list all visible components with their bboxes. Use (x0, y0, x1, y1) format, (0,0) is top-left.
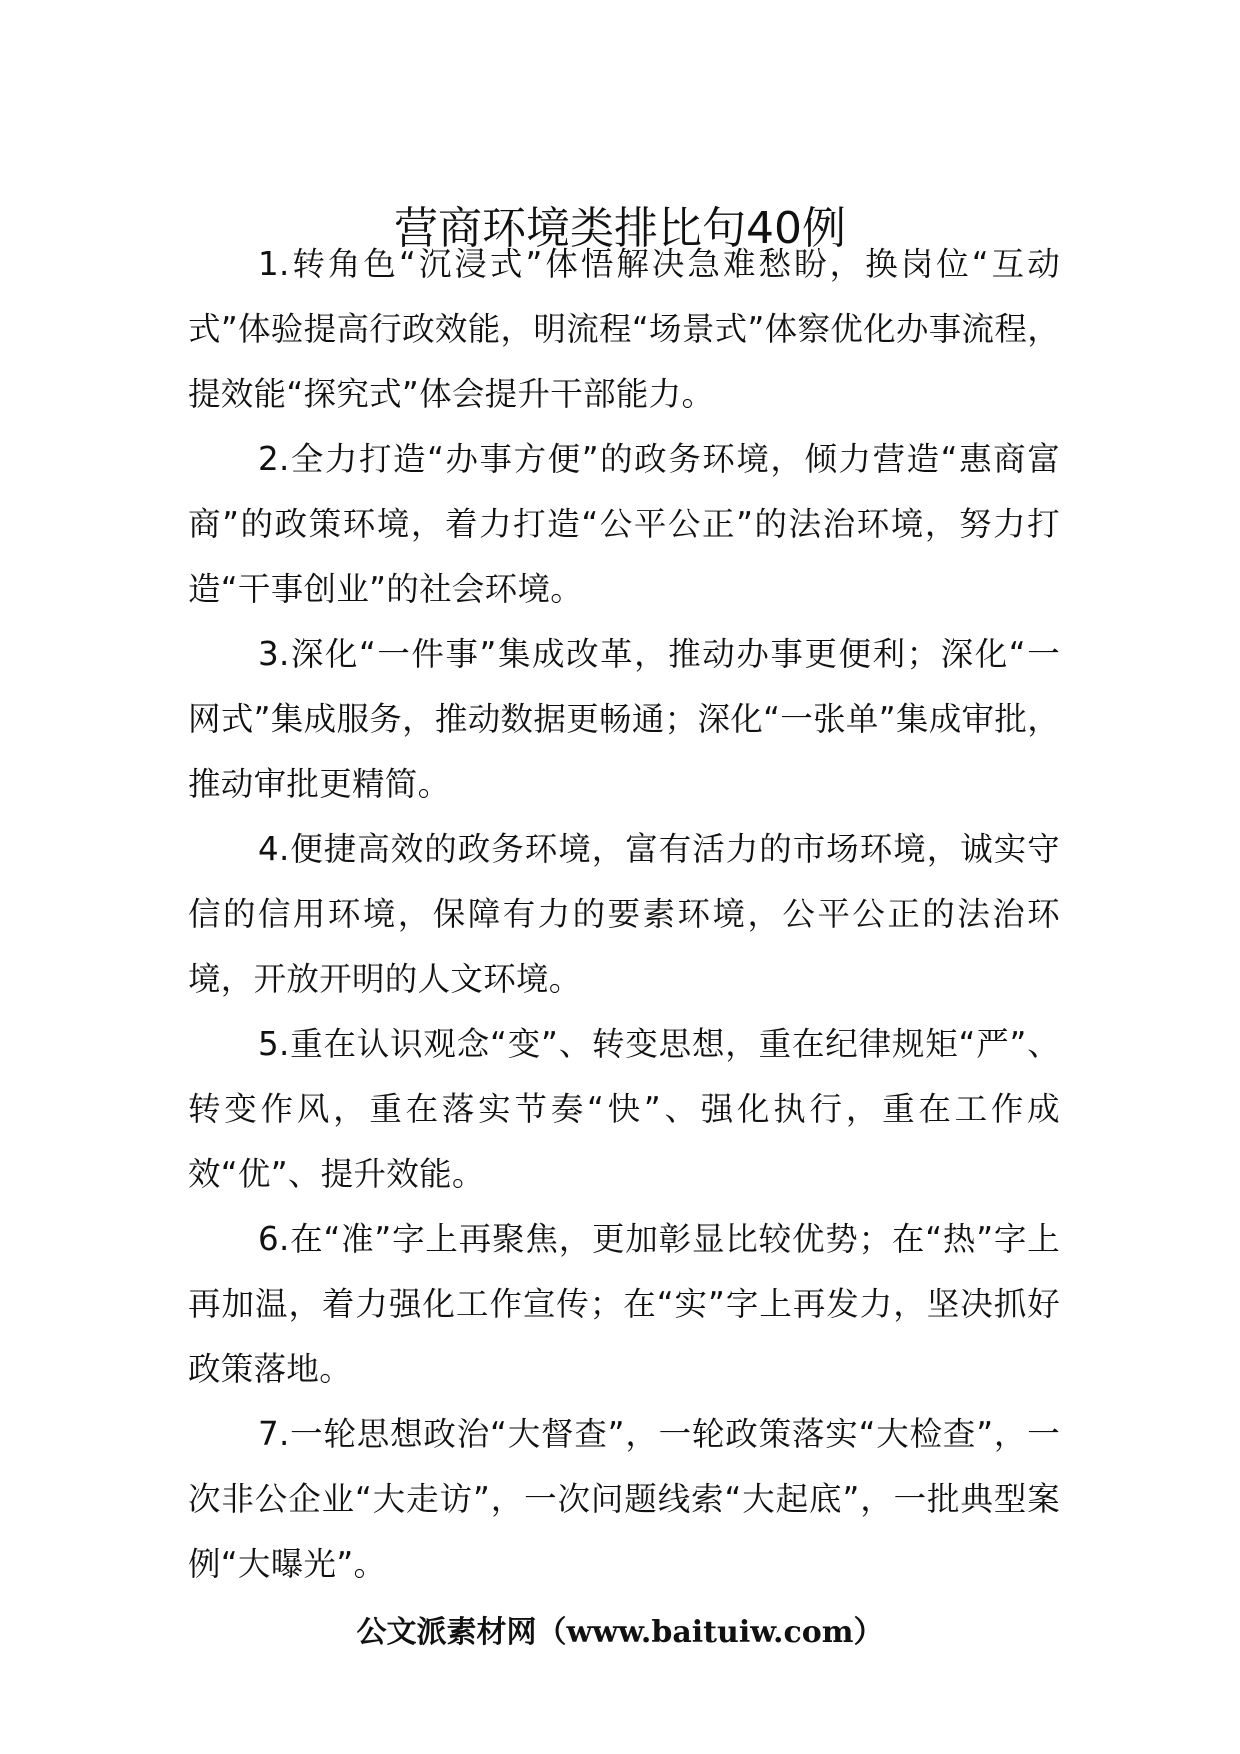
paragraph-6: 6.在“准”字上再聚焦，更加彰显比较优势；在“热”字上再加温，着力强化工作宣传；在“实”字上再发力，坚决抓好政策落地。 (188, 1220, 1060, 1388)
paragraph-5: 5.重在认识观念“变”、转变思想，重在纪律规矩“严”、转变作风，重在落实节奏“快”、强化执行，重在工作成效“优”、提升效能。 (188, 1025, 1060, 1193)
paragraph-1: 1.转角色“沉浸式”体悟解决急难愁盼，换岗位“互动式”体验提高行政效能，明流程“场景式”体察优化办事流程，提效能“探究式”体会提升干部能力。 (188, 245, 1060, 413)
paragraph-7: 7.一轮思想政治“大督查”，一轮政策落实“大检查”，一次非公企业“大走访”，一次问题线索“大起底”，一批典型案例“大曝光”。 (188, 1415, 1060, 1583)
document-title: 营商环境类排比句40例 (394, 203, 846, 255)
paragraph-3: 3.深化“一件事”集成改革，推动办事更便利；深化“一网式”集成服务，推动数据更畅通；深化“一张单”集成审批，推动审批更精简。 (188, 635, 1060, 803)
paragraph-2: 2.全力打造“办事方便”的政务环境，倾力营造“惠商富商”的政策环境，着力打造“公平公正”的法治环境，努力打造“干事创业”的社会环境。 (188, 440, 1060, 608)
footer-source: 公文派素材网（www.baituiw.com） (356, 1615, 884, 1650)
paragraph-4: 4.便捷高效的政务环境，富有活力的市场环境，诚实守信的信用环境，保障有力的要素环境，公平公正的法治环境，开放开明的人文环境。 (188, 830, 1060, 998)
document-body (188, 232, 1060, 1597)
